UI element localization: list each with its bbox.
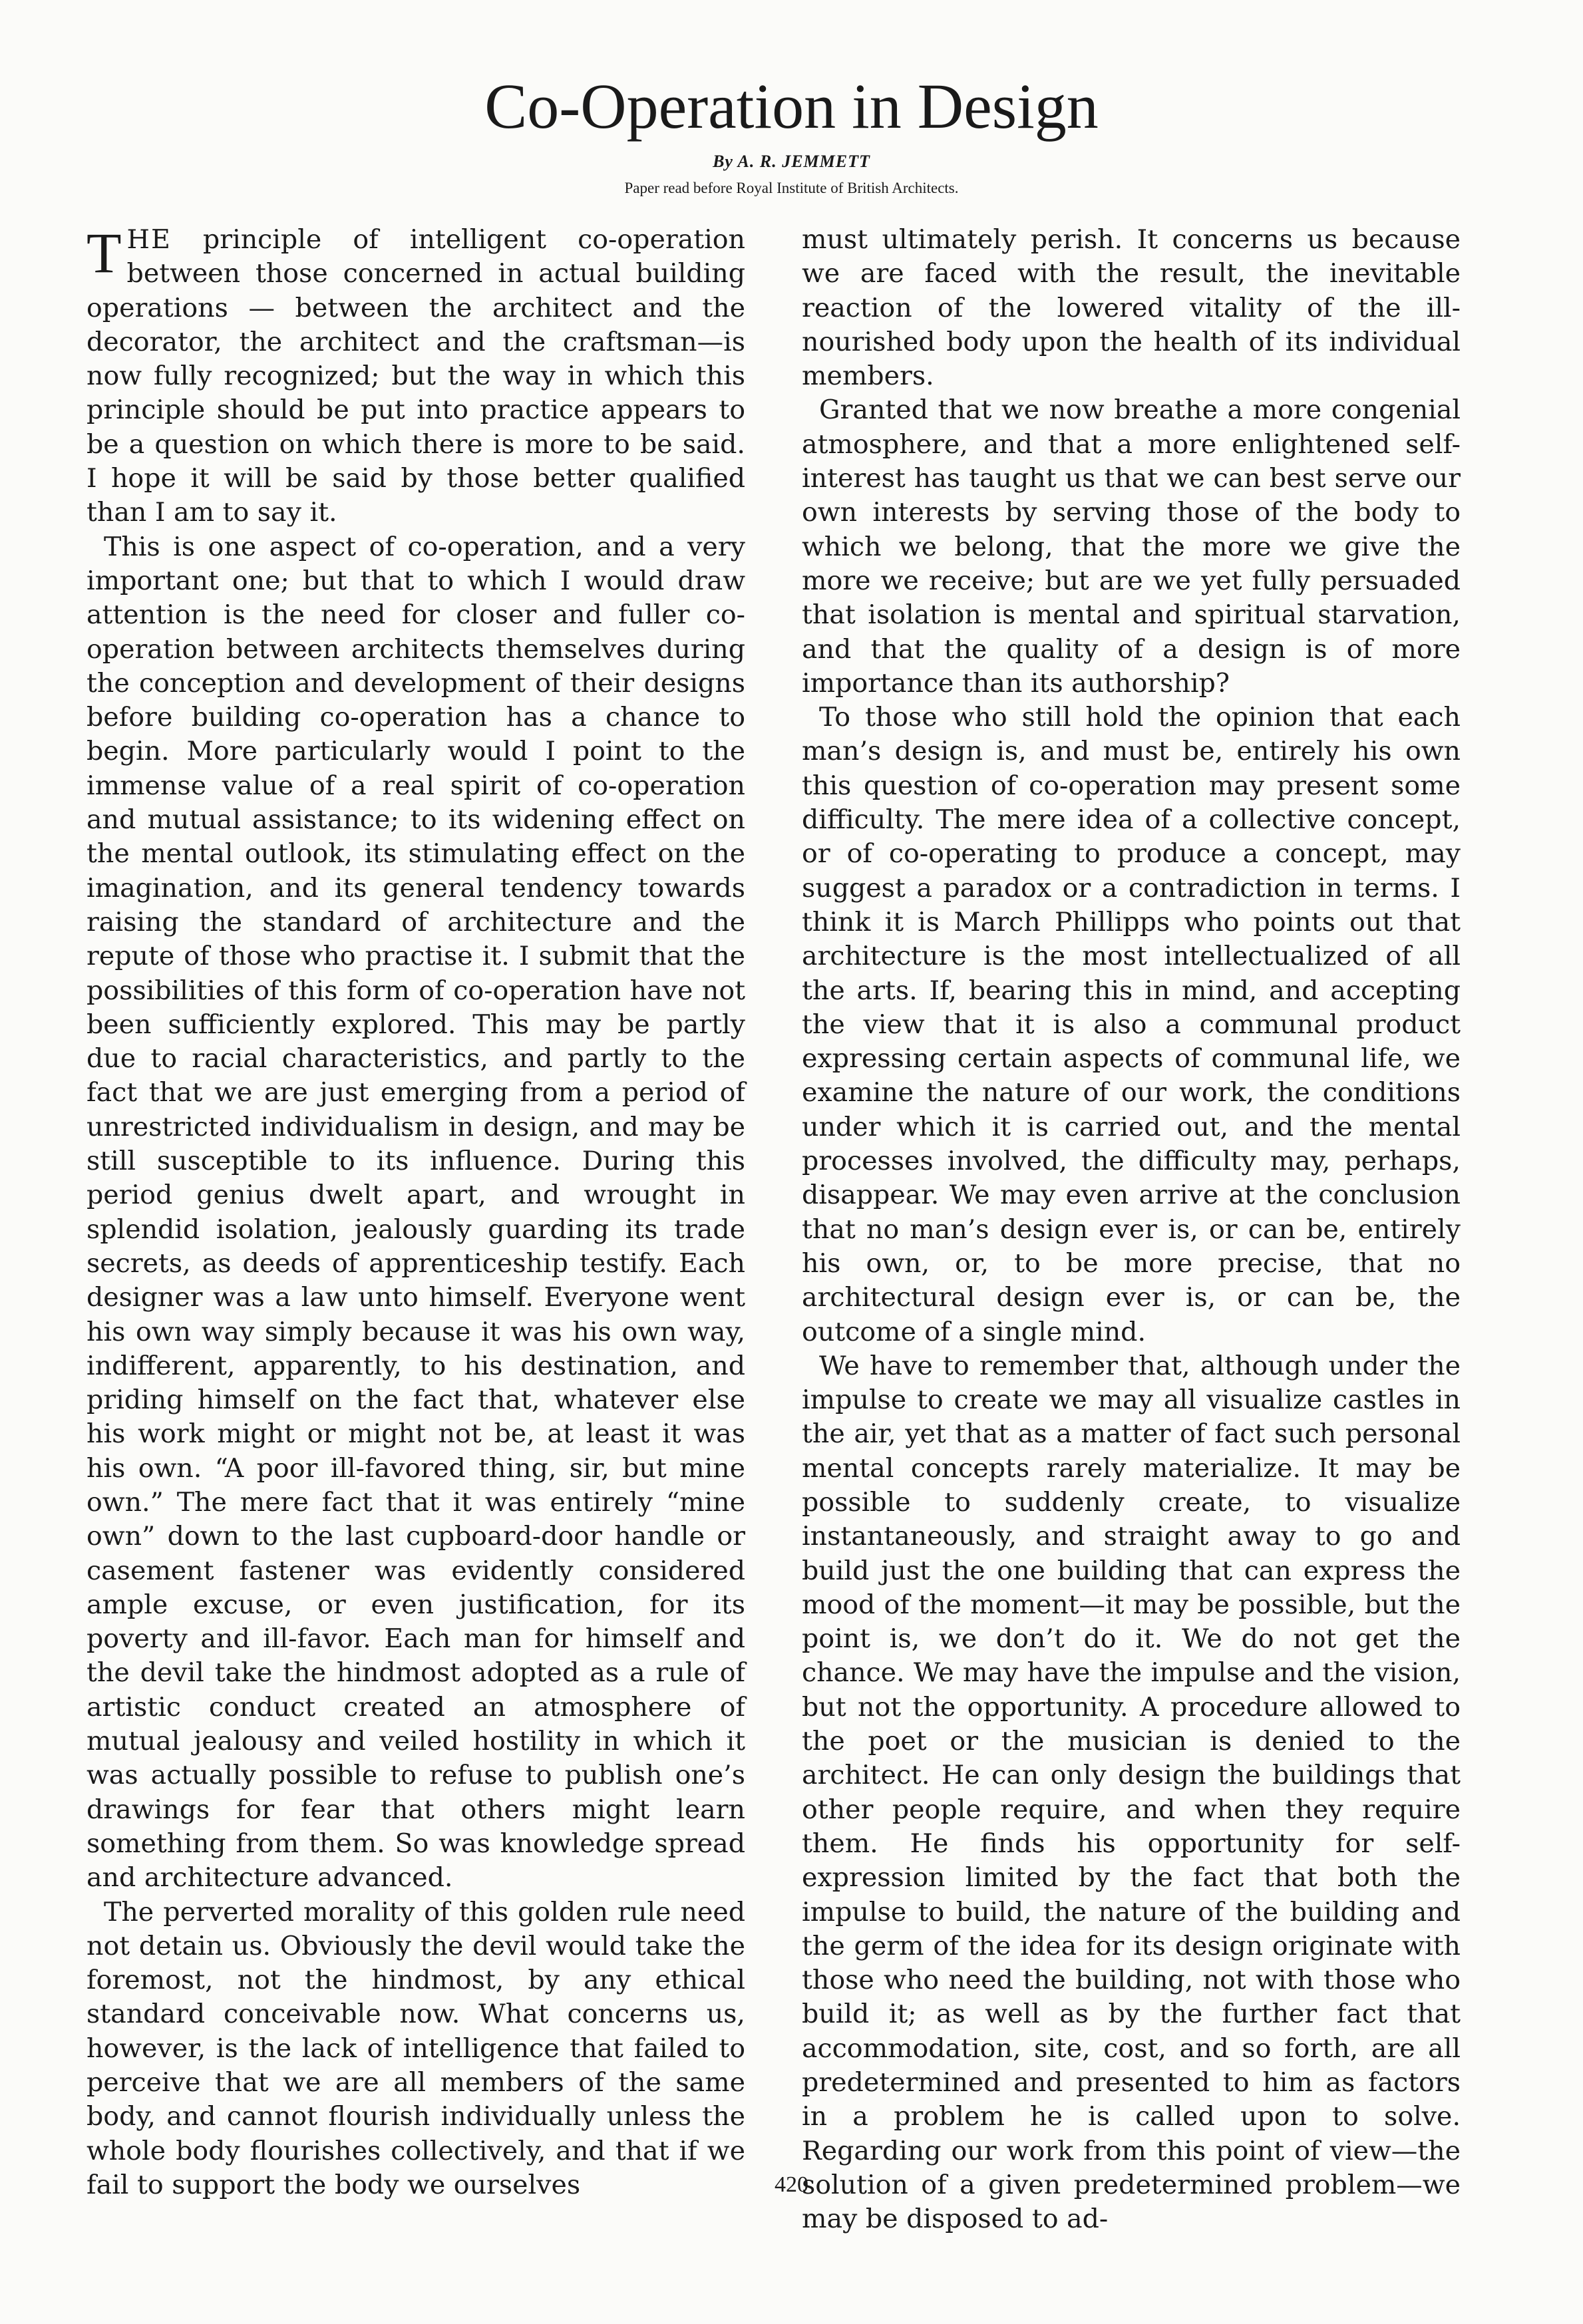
paragraph-7: We have to remember that, although under the impulse to create we may all visualize castles in the air, yet that as a matter of fact such personal mental concepts rarely materialize. It may be possible to suddenly create, to visualize instantaneously, and straight away to go and build just the one building that can express the mood of the moment—it may be possible, but the point is, we don’t do it. We do not get the chance. We may have the impulse and the vision, but not the opportunity. A procedure allowed to the poet or the musician is denied to the architect. He can only design the buildings that other people require, and when they require them. He finds his opportunity for self-expression limited by the fact that both the impulse to build, the nature of the building and the germ of the idea for its design originate with those who need the building, not with those who build it; as well as by the further fact that accommodation, site, cost, and so forth, are all predetermined and presented to him as factors in a problem he is called upon to solve. Regarding our work from this point of view—the solution of a given predetermined problem—we may be disposed to ad- — [802, 1350, 1461, 2235]
paragraph-1 — [87, 223, 745, 530]
paragraph-5: Granted that we now breathe a more congenial atmosphere, and that a more enlightened self-interest has taught us that we can best serve our own interests by serving those of the body to which we belong, that the more we give the more we receive; but are we yet fully persuaded that isolation is mental and spiritual starvation, and that the quality of a design is of more importance than its authorship? — [802, 395, 1461, 699]
paragraph-2: This is one aspect of co-operation, and a very important one; but that to which I would draw attention is the need for closer and fuller co-operation between architects themselves during the conception and development of their designs before building co-operation has a chance to begin. More particularly would I point to the immense value of a real spirit of co-operation and mutual assistance; to its widening effect on the mental outlook, its stimulating effect on the imagination, and its general tendency towards raising the standard of architecture and the repute of those who practise it. I submit that the possibilities of this form of co-operation have not been sufficiently explored. This may be partly due to racial characteristics, and partly to the fact that we are just emerging from a period of unrestricted individualism in design, and may be still susceptible to its influence. During this period genius dwelt apart, and wrought in splendid isolation, jealously guarding its trade secrets, as deeds of apprenticeship testify. Each designer was a law unto himself. Everyone went his own way simply because it was his own way, indifferent, apparently, to his destination, and priding himself on the fact that, whatever else his work might or might not be, at least it was his own. “A poor ill-favored thing, sir, but mine own.” The mere fact that it was entirely “mine own” down to the last cupboard-door handle or casement fastener was evidently considered ample excuse, or even justification, for its poverty and ill-favor. Each man for himself and the devil take the hindmost adopted as a rule of artistic conduct created an atmosphere of mutual jealousy and veiled hostility in which it was actually possible to refuse to publish one’s drawings for fear that others might learn something from them. So was knowledge spread and architecture advanced. — [87, 531, 745, 1894]
article-title: Co-Operation in Design — [484, 71, 1099, 142]
page-number: 420 — [775, 2172, 808, 2197]
paragraph-4: must ultimately perish. It concerns us because we are faced with the result, the inevitable reaction of the lowered vitality of the ill-nourished body upon the health of its individual members. — [802, 224, 1461, 392]
paragraph-3: The perverted morality of this golden rule need not detain us. Obviously the devil would take the foremost, not the hindmost, by any ethical standard conceivable now. What concerns us, however, is the lack of intelligence that failed to perceive that we are all members of the same body, and cannot flourish individually unless the whole body flourishes collectively, and that if we fail to support the body we ourselves — [87, 1896, 745, 2200]
article-byline: By A. R. JEMMETT — [713, 152, 870, 171]
paragraph-6: To those who still hold the opinion that each man’s design is, and must be, entirely his own this question of co-operation may present some difficulty. The mere idea of a collective concept, or of co-operating to produce a concept, may suggest a paradox or a contradiction in terms. I think it is March Phillipps who points out that architecture is the most intellectualized of all the arts. If, bearing this in mind, and accepting the view that it is also a communal product expressing certain aspects of communal life, we examine the nature of our work, the conditions under which it is carried out, and the mental processes involved, the difficulty may, perhaps, disappear. We may even arrive at the conclusion that no man’s design ever is, or can be, entirely his own, or, to be more precise, that no architectural design ever is, or can be, the outcome of a single mind. — [802, 702, 1461, 1347]
right-column — [802, 223, 1461, 2237]
drop-cap: T — [87, 221, 122, 285]
article-subtitle: Paper read before Royal Institute of British Architects. — [624, 180, 959, 196]
paragraph-1-text: principle of intelligent co-operation between those concerned in actual building operations — between the architect and the decorator, the architect and the craftsman—is now fully recognized; but the way in which this principle should be put into practice appears to be a question on which there is more to be said. I hope it will be said by those better qualified than I am to say it. — [87, 224, 745, 528]
left-column — [87, 223, 745, 2202]
lead-word: HE — [126, 224, 172, 255]
